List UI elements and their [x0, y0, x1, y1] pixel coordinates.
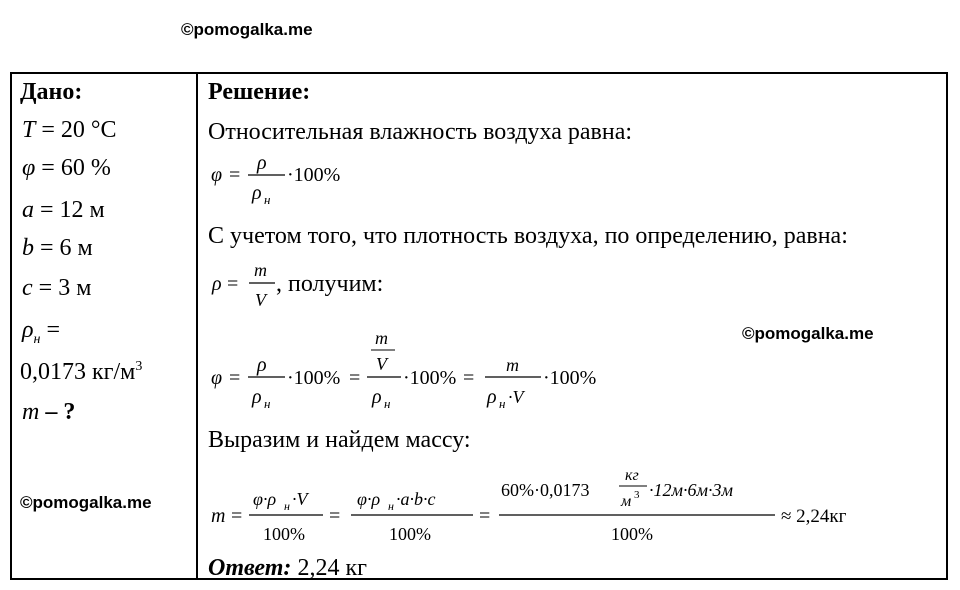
given-var: ρ — [22, 317, 34, 343]
formula-num-tail: ·a·b·c — [396, 489, 436, 509]
formula-denominator: ρ — [252, 182, 262, 204]
formula-num-tail: ·V — [292, 489, 308, 509]
formula-equals: = — [229, 164, 241, 186]
given-sup: 3 — [135, 359, 143, 374]
formula-numerator: m — [254, 260, 267, 280]
solution-line-density: С учетом того, что плотность воздуха, по определению, равна: — [208, 223, 848, 249]
given-var: b — [22, 235, 34, 261]
inner-denominator: V — [376, 354, 387, 374]
formula-numerator: m — [506, 355, 519, 375]
table-divider — [196, 72, 198, 580]
formula-subscript: н — [499, 396, 506, 411]
formula-numerator: φ·ρ — [253, 489, 277, 509]
given-value: = 6 м — [34, 235, 93, 261]
given-value: 0,0173 кг/м — [20, 359, 136, 385]
formula-den-tail: ·V — [508, 387, 524, 407]
given-unknown-mass — [22, 400, 75, 424]
formula-lhs: φ — [211, 367, 223, 389]
formula-equals: = — [329, 505, 341, 527]
formula-relative-humidity — [205, 148, 365, 210]
formula-multiplier: ·100% — [403, 367, 457, 389]
given-length-a — [22, 198, 105, 222]
solution-heading: Решение: — [208, 79, 311, 105]
formula-humidity-chain — [205, 328, 625, 418]
watermark-top: ©pomogalka.me — [181, 20, 313, 39]
formula-equals: = — [229, 367, 241, 389]
watermark-middle: ©pomogalka.me — [742, 324, 874, 343]
formula-equals: = — [463, 367, 475, 389]
formula-equals: = — [227, 273, 239, 295]
answer-label: Ответ: — [208, 555, 292, 581]
formula-denominator: ρ — [372, 386, 382, 408]
answer-value: 2,24 кг — [291, 555, 367, 581]
given-var: a — [22, 197, 34, 223]
formula-number: 60%·0,0173 — [501, 480, 590, 500]
inner-numerator: m — [375, 328, 388, 348]
formula-equals: = — [231, 505, 243, 527]
formula-density — [205, 256, 277, 316]
formula-numerator: φ·ρ — [357, 489, 381, 509]
formula-lhs: m — [211, 505, 226, 527]
formula-subscript: н — [264, 396, 271, 411]
formula-numerator: ρ — [257, 354, 267, 376]
formula-mass — [205, 460, 885, 552]
formula-equals: = — [349, 367, 361, 389]
given-value: = — [40, 317, 61, 343]
given-var: c — [22, 275, 33, 301]
given-var: φ — [22, 155, 36, 181]
given-var: T — [22, 117, 36, 143]
formula-tail: ·100% — [287, 164, 341, 186]
formula-result: ≈ 2,24кг — [781, 506, 847, 527]
given-value: – ? — [39, 399, 76, 425]
unit-numerator: кг — [625, 467, 639, 484]
formula-num-tail: ·12м·6м·3м — [649, 480, 733, 500]
given-width-b — [22, 236, 93, 260]
solution-line-mass: Выразим и найдем массу: — [208, 427, 471, 453]
given-value: = 12 м — [34, 197, 105, 223]
formula-multiplier: ·100% — [543, 367, 597, 389]
formula-denominator: ρ — [487, 386, 497, 408]
watermark-bottom: ©pomogalka.me — [20, 493, 152, 512]
unit-denominator: м — [621, 493, 632, 510]
given-value: = 3 м — [32, 275, 92, 301]
formula-denominator: ρ — [252, 386, 262, 408]
given-heading: Дано: — [20, 79, 83, 105]
unit-superscript: 3 — [634, 489, 640, 501]
given-value: = 20 °C — [35, 117, 117, 143]
given-height-c — [22, 276, 91, 300]
given-sub: н — [33, 331, 41, 347]
formula-denominator: 100% — [611, 524, 653, 544]
formula-denominator: V — [255, 290, 266, 310]
solution-line-humidity: Относительная влажность воздуха равна: — [208, 119, 633, 145]
formula-subscript: н — [284, 499, 290, 513]
formula-equals: = — [479, 505, 491, 527]
formula-lhs: φ — [211, 164, 223, 186]
formula-subscript: н — [264, 192, 271, 207]
formula-denominator: 100% — [389, 524, 431, 544]
given-density-value — [20, 360, 142, 384]
formula-multiplier: ·100% — [287, 367, 341, 389]
answer-line — [208, 556, 367, 580]
given-saturated-density — [22, 318, 60, 347]
given-temperature — [22, 118, 117, 142]
given-var: m — [22, 399, 40, 425]
formula-numerator: ρ — [257, 152, 267, 174]
formula-subscript: н — [384, 396, 391, 411]
formula-denominator: 100% — [263, 524, 305, 544]
given-value: = 60 % — [35, 155, 111, 181]
solution-line-density-tail: , получим: — [276, 271, 384, 297]
formula-lhs: ρ — [212, 273, 222, 295]
formula-subscript: н — [388, 499, 394, 513]
given-humidity — [22, 156, 111, 180]
